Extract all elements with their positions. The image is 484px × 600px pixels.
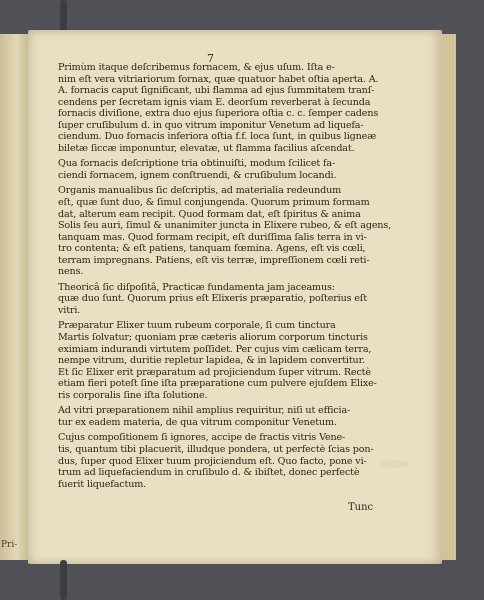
text-line: Qua fornacis deſcriptione tria obtinuiſti, modum ſcilicet fa-: [58, 158, 336, 170]
text-line: tro contenta; & eſt patiens, tanquam fœmina. Agens, eſt vis cœli,: [58, 243, 366, 255]
text-line: trum ad liquefaciendum in cruſibulo d. & ibiſtet, donec perfectè: [58, 467, 360, 479]
text-line: ciendum. Duo fornacis inferiora oſtia f.f. loca ſunt, in quibus ligneæ: [58, 131, 377, 143]
text-line: Theoricâ ſic diſpoſitâ, Practicæ fundamenta jam jaceamus:: [58, 281, 335, 293]
text-line: Organis manualibus ſic deſcriptis, ad materialia redeundum: [58, 185, 342, 197]
text-line: fuerit liquefactum.: [58, 478, 147, 490]
catchword: Tunc: [348, 502, 374, 513]
text-line: Ad vitri præparationem nihil amplius requiritur, niſi ut efficia-: [58, 405, 351, 417]
text-line: nempe vitrum, duritie repletur lapidea, & in lapidem convertitur.: [58, 355, 365, 367]
text-line: dat, alterum eam recipit. Quod formam dat, eſt ſpiritus & anima: [58, 208, 361, 220]
text-line: Et ſic Elixer erit præparatum ad projiciendum ſuper vitrum. Rectè: [58, 366, 371, 378]
page-stack-edge: [442, 34, 456, 560]
text-line: tur ex eadem materia, de qua vitrum componitur Venetum.: [58, 416, 337, 428]
page-body-text: [58, 62, 392, 490]
text-line: tanquam mas. Quod formam recipit, eſt duriſſima ſalis terra in vi-: [58, 231, 367, 243]
text-line: Præparatur Elixer tuum rubeum corporale, ſi cum tinctura: [58, 320, 336, 332]
text-line: etiam fieri poteſt ſine iſta præparatione cum pulvere ejuſdem Elixe-: [58, 378, 377, 390]
text-line: cendens per ſecretam ignis viam E. deorſum reverberat à ſecunda: [58, 96, 371, 108]
text-line: eximiam indurandi virtutem poſſidet. Per cujus vim cælicam terra,: [58, 343, 372, 355]
text-line: terram impregnans. Patiens, eſt vis terræ, impreſſionem cœli reti-: [58, 254, 370, 266]
text-line: Primùm itaque deſcribemus fornacem, & ejus uſum. Iſta e-: [58, 62, 335, 73]
text-line: ſuper cruſibulum d. in quo vitrum imponitur Venetum ad liquefa-: [58, 119, 364, 131]
page-number: 7: [207, 52, 214, 65]
facing-page-fragment: Pri-: [1, 540, 18, 550]
text-line: nens.: [58, 266, 84, 278]
text-line: fornacis diviſione, extra duo ejus ſuperiora oſtia c. c. ſemper cadens: [58, 108, 379, 120]
text-line: Cujus compoſitionem ſi ignores, accipe de fractis vitris Vene-: [58, 432, 346, 444]
text-line: Solis ſeu auri, ſimul & unanimiter juncta in Elixere rubeo, & eſt agens,: [58, 220, 392, 232]
text-line: A. fornacis caput ſignificant, ubi flamma ad ejus ſummitatem tranſ-: [58, 85, 375, 97]
text-line: tis, quantum tibi placuerit, illudque pondera, ut perfectè ſcias pon-: [58, 443, 374, 455]
text-line: ris corporalis ſine iſta ſolutione.: [58, 389, 208, 401]
text-line: biletæ ſiccæ imponuntur, elevatæ, ut flamma facilius aſcendat.: [58, 142, 355, 154]
facing-page-edge: [0, 34, 29, 560]
text-line: Martis ſolvatur; quoniam præ cæteris aliorum corporum tincturis: [58, 332, 368, 344]
paper-stain: [380, 460, 410, 468]
text-line: eſt, quæ ſunt duo, & ſimul conjungenda. Quorum primum formam: [58, 197, 370, 209]
text-line: quæ duo ſunt. Quorum prius eſt Elixeris præparatio, poſterius eſt: [58, 293, 367, 305]
text-line: dus, ſuper quod Elixer tuum projiciendum eſt. Quo facto, pone vi-: [58, 455, 367, 467]
binding-clip-bottom: [60, 560, 67, 600]
text-line: nim eſt vera vitriariorum fornax, quæ quatuor habet oſtia aperta. A.: [58, 73, 379, 85]
text-line: ciendi fornacem, ignem conſtruendi, & cruſibulum locandi.: [58, 169, 337, 181]
text-line: vitri.: [58, 304, 81, 316]
